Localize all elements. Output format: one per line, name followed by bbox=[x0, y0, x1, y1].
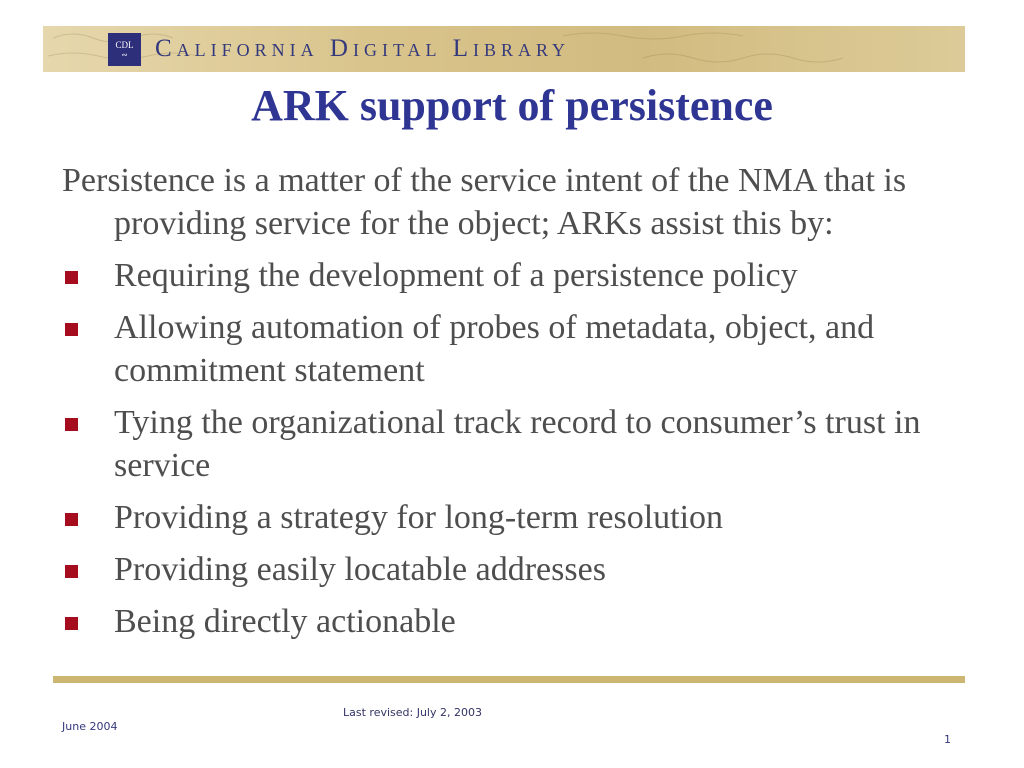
footer-rule bbox=[53, 676, 965, 683]
bullet-text: Being directly actionable bbox=[114, 603, 456, 640]
cdl-logo bbox=[108, 33, 141, 66]
last-revised-text: Last revised: July 2, 2003 bbox=[343, 706, 482, 719]
footer-date: June 2004 bbox=[62, 720, 118, 733]
square-bullet-icon bbox=[65, 323, 78, 336]
square-bullet-icon bbox=[65, 418, 78, 431]
bullet-text: Allowing automation of probes of metadata, object, and commitment statement bbox=[114, 309, 875, 389]
logo-mark-icon: ∾ bbox=[121, 50, 128, 59]
bullet-text: Requiring the development of a persistence policy bbox=[114, 257, 798, 294]
intro-paragraph: Persistence is a matter of the service intent of the NMA that is providing service for the object; ARKs assist this by: bbox=[62, 162, 907, 242]
logo-text: CDL bbox=[115, 39, 134, 50]
banner-title: California Digital Library bbox=[155, 35, 571, 62]
bullet-text: Providing a strategy for long-term resolution bbox=[114, 499, 724, 536]
slide-body bbox=[62, 159, 962, 643]
list-item bbox=[62, 401, 962, 487]
list-item bbox=[62, 496, 962, 539]
bullet-text: Tying the organizational track record to consumer’s trust in service bbox=[114, 404, 921, 484]
list-item bbox=[62, 600, 962, 643]
bullet-text: Providing easily locatable addresses bbox=[114, 551, 606, 588]
slide-title: ARK support of persistence bbox=[251, 81, 773, 130]
square-bullet-icon bbox=[65, 271, 78, 284]
list-item bbox=[62, 306, 962, 392]
list-item bbox=[62, 548, 962, 591]
page-number: 1 bbox=[944, 733, 951, 746]
square-bullet-icon bbox=[65, 565, 78, 578]
list-item bbox=[62, 254, 962, 297]
square-bullet-icon bbox=[65, 513, 78, 526]
square-bullet-icon bbox=[65, 617, 78, 630]
header-banner bbox=[43, 26, 965, 72]
bullet-list bbox=[62, 254, 962, 643]
